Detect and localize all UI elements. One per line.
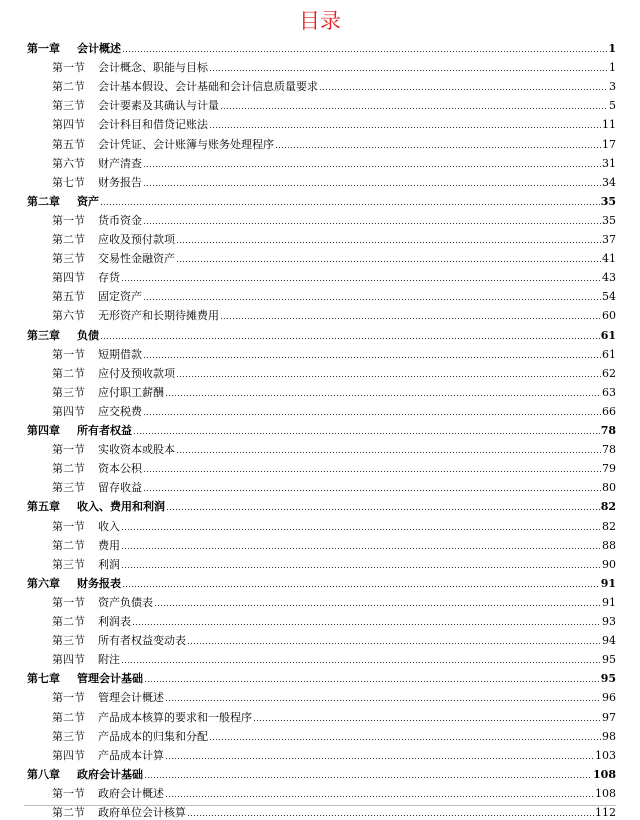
toc-page-number: 17 <box>602 137 616 151</box>
toc-entry-title: 货币资金 <box>98 213 142 227</box>
toc-entry-number: 第七节 <box>52 175 85 189</box>
toc-dot-leader <box>121 279 601 282</box>
toc-entry-number: 第三节 <box>52 557 85 571</box>
toc-entry-number: 第三节 <box>52 481 85 495</box>
toc-dot-leader <box>176 451 601 454</box>
toc-section-entry[interactable] <box>52 171 616 190</box>
toc-page-number: 54 <box>602 290 616 304</box>
toc-section-entry[interactable] <box>52 744 616 763</box>
toc-entry-number: 第二节 <box>52 233 85 246</box>
toc-entry-number: 第一节 <box>52 61 85 75</box>
toc-dot-leader <box>144 680 600 683</box>
toc-entry-title: 存货 <box>98 271 120 285</box>
toc-entry-number: 第四章 <box>27 424 60 437</box>
toc-entry-number: 第二节 <box>52 80 85 94</box>
toc-dot-leader <box>176 375 601 378</box>
toc-chapter-entry[interactable] <box>27 324 616 343</box>
toc-entry-title: 政府会计基础 <box>77 767 143 781</box>
toc-entry-number: 第五节 <box>52 137 85 151</box>
toc-dot-leader <box>187 642 601 645</box>
toc-section-entry[interactable] <box>52 553 616 572</box>
toc-dot-leader <box>143 489 601 492</box>
toc-entry-title: 所有者权益变动表 <box>98 634 186 648</box>
toc-entry-number: 第四节 <box>52 271 85 285</box>
toc-page-number: 78 <box>602 443 616 457</box>
toc-page-number: 61 <box>602 347 616 361</box>
toc-page-number: 91 <box>602 595 616 609</box>
toc-page-number: 1 <box>608 42 616 55</box>
toc-title: 目录 <box>299 9 341 33</box>
toc-dot-leader <box>165 699 601 702</box>
toc-entry-title: 固定资产 <box>98 290 142 304</box>
toc-entry-title: 负债 <box>77 328 99 342</box>
toc-entry-title: 产品成本核算的要求和一般程序 <box>98 710 252 724</box>
toc-section-entry[interactable] <box>52 362 616 381</box>
toc-entry-number: 第三节 <box>52 252 85 266</box>
toc-dot-leader <box>143 222 601 225</box>
toc-entry-number: 第一节 <box>52 519 85 533</box>
toc-entry-title: 利润表 <box>98 615 131 628</box>
toc-section-entry[interactable] <box>52 152 616 171</box>
toc-dot-leader <box>144 776 592 779</box>
toc-page-number: 108 <box>593 767 616 781</box>
toc-page-number: 3 <box>609 80 616 94</box>
toc-page-number: 1 <box>609 61 616 75</box>
toc-entry-title: 应付及预收款项 <box>98 366 175 380</box>
toc-dot-leader <box>220 107 608 110</box>
toc-page-number: 66 <box>602 404 616 418</box>
toc-entry-title: 产品成本计算 <box>98 748 164 762</box>
toc-entry-title: 资产负债表 <box>98 595 153 609</box>
toc-page-number: 41 <box>602 252 616 266</box>
toc-dot-leader <box>143 470 601 473</box>
toc-page-number: 11 <box>602 118 616 132</box>
bottom-divider <box>24 805 616 806</box>
toc-entry-number: 第四节 <box>52 748 85 762</box>
toc-entry-title: 资本公积 <box>98 462 142 476</box>
toc-entry-number: 第四节 <box>52 653 85 667</box>
toc-entry-title: 财务报告 <box>98 175 142 189</box>
toc-section-entry[interactable] <box>52 457 616 476</box>
toc-dot-leader <box>165 757 594 760</box>
toc-entry-title: 留存收益 <box>98 481 142 495</box>
toc-dot-leader <box>220 317 601 320</box>
toc-dot-leader <box>143 298 601 301</box>
toc-section-entry[interactable] <box>52 438 616 457</box>
toc-entry-title: 会计概念、职能与目标 <box>98 61 208 75</box>
toc-entry-title: 附注 <box>98 653 120 667</box>
toc-chapter-entry[interactable] <box>27 667 616 686</box>
toc-section-entry[interactable] <box>52 209 616 228</box>
toc-dot-leader <box>143 165 601 168</box>
toc-entry-title: 政府会计概述 <box>98 786 164 800</box>
toc-section-entry[interactable] <box>52 534 616 553</box>
toc-entry-title: 会计凭证、会计账簿与账务处理程序 <box>98 137 274 151</box>
toc-section-entry[interactable] <box>52 400 616 419</box>
toc-dot-leader <box>319 88 608 91</box>
toc-page-number: 96 <box>602 691 616 705</box>
toc-entry-title: 利润 <box>98 557 120 571</box>
toc-entry-number: 第一节 <box>52 691 85 705</box>
toc-dot-leader <box>275 146 601 149</box>
toc-entry-number: 第一章 <box>27 42 60 55</box>
toc-dot-leader <box>154 604 601 607</box>
toc-dot-leader <box>253 719 601 722</box>
toc-page-number: 34 <box>602 175 616 189</box>
toc-section-entry[interactable] <box>52 515 616 534</box>
toc-page-number: 78 <box>600 424 616 437</box>
toc-chapter-entry[interactable] <box>27 190 616 209</box>
toc-page-number: 31 <box>602 156 616 170</box>
toc-entry-number: 第三节 <box>52 634 85 648</box>
toc-page-number: 95 <box>600 672 616 686</box>
toc-entry-title: 会计概述 <box>77 42 121 55</box>
toc-dot-leader <box>122 585 600 588</box>
toc-dot-leader <box>209 738 601 741</box>
toc-section-entry[interactable] <box>52 285 616 304</box>
toc-dot-leader <box>176 260 601 263</box>
toc-entry-number: 第一节 <box>52 786 85 800</box>
toc-page-number: 82 <box>600 500 616 514</box>
toc-page-number: 63 <box>602 385 616 399</box>
toc-dot-leader <box>133 432 600 435</box>
toc-page-number: 61 <box>600 328 616 342</box>
toc-entry-title: 管理会计基础 <box>77 672 143 686</box>
toc-entry-title: 资产 <box>77 194 99 208</box>
toc-chapter-entry[interactable] <box>27 572 616 591</box>
toc-page-number: 80 <box>602 481 616 495</box>
toc-page-number: 60 <box>602 309 616 323</box>
toc-dot-leader <box>100 203 600 206</box>
toc-entry-title: 会计科目和借贷记账法 <box>98 118 208 132</box>
toc-dot-leader <box>122 50 607 53</box>
toc-section-entry[interactable] <box>52 75 616 94</box>
toc-page-number: 35 <box>600 194 616 208</box>
toc-section-entry[interactable] <box>52 725 616 744</box>
toc-entry-title: 产品成本的归集和分配 <box>98 729 208 743</box>
toc-entry-number: 第一节 <box>52 595 85 609</box>
toc-entry-number: 第二节 <box>52 366 85 380</box>
toc-page-number: 93 <box>602 615 616 628</box>
toc-dot-leader <box>121 547 601 550</box>
toc-section-entry[interactable] <box>52 381 616 400</box>
toc-dot-leader <box>209 126 601 129</box>
toc-entry-title: 应收及预付款项 <box>98 233 175 246</box>
toc-page-number: 91 <box>600 576 616 590</box>
toc-section-entry[interactable] <box>52 610 616 629</box>
toc-entry-number: 第一节 <box>52 213 85 227</box>
toc-entry-title: 无形资产和长期待摊费用 <box>98 309 219 323</box>
toc-entry-title: 收入、费用和利润 <box>77 500 165 514</box>
toc-dot-leader <box>209 69 608 72</box>
toc-page-number: 88 <box>602 538 616 552</box>
toc-entry-title: 短期借款 <box>98 347 142 361</box>
toc-entry-number: 第六章 <box>27 576 60 590</box>
toc-entry-number: 第七章 <box>27 672 60 686</box>
toc-dot-leader <box>143 184 601 187</box>
toc-entry-title: 应交税费 <box>98 404 142 418</box>
toc-chapter-entry[interactable] <box>27 763 616 782</box>
toc-dot-leader <box>121 566 601 569</box>
toc-dot-leader <box>166 508 600 511</box>
toc-entry-title: 交易性金融资产 <box>98 252 175 266</box>
toc-page-number: 5 <box>609 99 616 113</box>
toc-page-number: 79 <box>602 462 616 476</box>
toc-section-entry[interactable] <box>52 706 616 725</box>
toc-entry-number: 第五章 <box>27 500 60 514</box>
toc-dot-leader <box>143 413 601 416</box>
toc-dot-leader <box>165 795 594 798</box>
toc-entry-title: 会计基本假设、会计基础和会计信息质量要求 <box>98 80 318 94</box>
toc-entry-number: 第三章 <box>27 328 60 342</box>
toc-section-entry[interactable] <box>52 782 616 801</box>
toc-dot-leader <box>121 528 601 531</box>
toc-entry-number: 第三节 <box>52 385 85 399</box>
toc-dot-leader <box>143 356 601 359</box>
toc-entry-number: 第六节 <box>52 309 85 323</box>
toc-chapter-entry[interactable] <box>27 495 616 514</box>
toc-page-number: 37 <box>602 233 616 246</box>
toc-entry-number: 第二节 <box>52 710 85 724</box>
toc-section-entry[interactable] <box>52 113 616 132</box>
toc-entry-title: 政府单位会计核算 <box>98 806 186 819</box>
toc-section-entry[interactable] <box>52 343 616 362</box>
toc-entry-number: 第六节 <box>52 156 85 170</box>
toc-chapter-entry[interactable] <box>27 37 616 56</box>
toc-section-entry[interactable] <box>52 228 616 247</box>
toc-page-number: 108 <box>595 786 616 800</box>
toc-page-number: 43 <box>602 271 616 285</box>
toc-section-entry[interactable] <box>52 247 616 266</box>
toc-entry-title: 所有者权益 <box>77 424 132 437</box>
toc-entry-number: 第四节 <box>52 404 85 418</box>
toc-dot-leader <box>187 814 594 817</box>
toc-page-number: 98 <box>602 729 616 743</box>
toc-entry-title: 收入 <box>98 519 120 533</box>
toc-page-number: 82 <box>602 519 616 533</box>
toc-entry-title: 费用 <box>98 538 120 552</box>
toc-entry-number: 第一节 <box>52 443 85 457</box>
toc-section-entry[interactable] <box>52 629 616 648</box>
toc-section-entry[interactable] <box>52 266 616 285</box>
toc-page-number: 94 <box>602 634 616 648</box>
toc-entry-number: 第三节 <box>52 99 85 113</box>
toc-dot-leader <box>165 394 601 397</box>
toc-section-entry[interactable] <box>52 686 616 705</box>
toc-page-number: 35 <box>602 213 616 227</box>
toc-section-entry[interactable] <box>52 133 616 152</box>
toc-entry-title: 管理会计概述 <box>98 691 164 705</box>
toc-entry-number: 第二节 <box>52 615 85 628</box>
toc-section-entry[interactable] <box>52 476 616 495</box>
toc-dot-leader <box>176 241 601 244</box>
toc-section-entry[interactable] <box>52 304 616 323</box>
toc-chapter-entry[interactable] <box>27 419 616 438</box>
toc-entry-number: 第五节 <box>52 290 85 304</box>
toc-entry-number: 第二节 <box>52 462 85 476</box>
toc-page-number: 90 <box>602 557 616 571</box>
toc-entry-title: 财产清查 <box>98 156 142 170</box>
toc-entry-title: 应付职工薪酬 <box>98 385 164 399</box>
toc-dot-leader <box>132 623 601 626</box>
toc-entry-number: 第二节 <box>52 806 85 819</box>
toc-page-number: 62 <box>602 366 616 380</box>
toc-section-entry[interactable] <box>52 56 616 75</box>
toc-entry-number: 第二章 <box>27 194 60 208</box>
toc-section-entry[interactable] <box>52 591 616 610</box>
toc-page-number: 95 <box>602 653 616 667</box>
toc-page-number: 103 <box>595 748 616 762</box>
toc-dot-leader <box>121 661 601 664</box>
toc-section-entry[interactable] <box>52 94 616 113</box>
toc-entry-title: 实收资本或股本 <box>98 443 175 457</box>
toc-page-number: 97 <box>602 710 616 724</box>
toc-entry-number: 第八章 <box>27 767 60 781</box>
toc-entry-title: 财务报表 <box>77 576 121 590</box>
toc-dot-leader <box>100 337 600 340</box>
toc-entry-number: 第一节 <box>52 347 85 361</box>
toc-section-entry[interactable] <box>52 648 616 667</box>
toc-entry-title: 会计要素及其确认与计量 <box>98 99 219 113</box>
toc-section-entry[interactable] <box>52 801 616 820</box>
toc-page-number: 112 <box>595 806 616 819</box>
toc-entry-number: 第四节 <box>52 118 85 132</box>
toc-entry-number: 第二节 <box>52 538 85 552</box>
toc-entry-number: 第三节 <box>52 729 85 743</box>
